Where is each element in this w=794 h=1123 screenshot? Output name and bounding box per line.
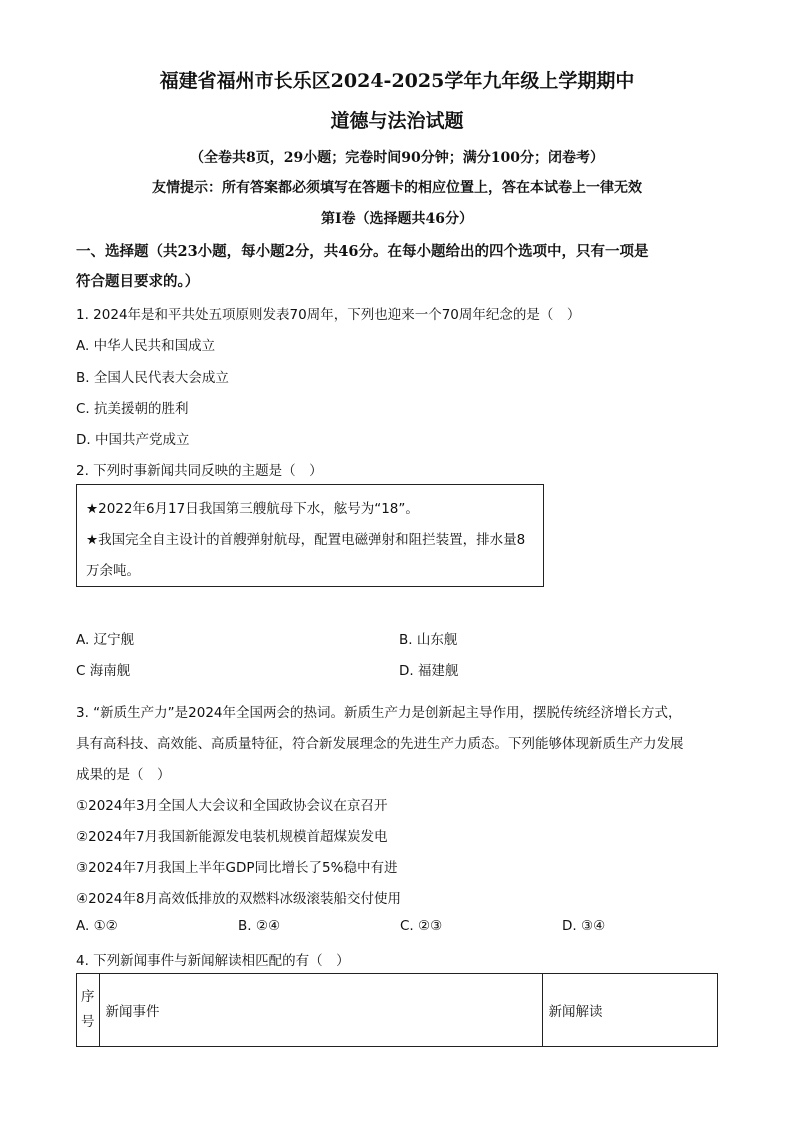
- q3-item-3: ③2024年7月我国上半年GDP同比增长了5%稳中有进: [76, 860, 398, 876]
- q3-option-b: B. ②④: [238, 918, 281, 934]
- volume-heading: 第Ⅰ卷（选择题共46分）: [320, 211, 474, 227]
- question-3-stem: 3. “新质生产力”是2024年全国两会的热词。新质生产力是创新起主导作用，摆脱传统经济增长方式，: [76, 705, 682, 721]
- news-item-1: ★2022年6月17日我国第三艘航母下水，舷号为“18”。: [86, 501, 419, 517]
- col-header-number: [77, 974, 100, 1047]
- q3-option-c: C. ②③: [400, 918, 443, 934]
- q2-option-a: A. 辽宁舰: [76, 632, 135, 648]
- news-table: [76, 973, 718, 1047]
- q3-item-1: ①2024年3月全国人大会议和全国政协会议在京召开: [76, 798, 388, 814]
- q3-item-2: ②2024年7月我国新能源发电装机规模首超煤炭发电: [76, 829, 388, 845]
- exam-title: 福建省福州市长乐区2024-2025学年九年级上学期期中: [159, 70, 635, 92]
- question-3-stem-2: 具有高科技、高效能、高质量特征，符合新发展理念的先进生产力质态。下列能够体现新质生产力发展: [76, 736, 684, 752]
- question-2-stem: 2. 下列时事新闻共同反映的主题是（ ）: [76, 463, 323, 479]
- section-heading-cont: 符合题目要求的。）: [76, 273, 200, 290]
- q1-option-d: D. 中国共产党成立: [76, 432, 190, 448]
- q1-option-c: C. 抗美援朝的胜利: [76, 401, 189, 417]
- news-item-2-cont: 万余吨。: [86, 563, 140, 579]
- table-header-row: [77, 974, 718, 1047]
- question-4-stem: 4. 下列新闻事件与新闻解读相匹配的有（ ）: [76, 953, 350, 969]
- q3-option-a: A. ①②: [76, 918, 118, 934]
- col-header-reading: 新闻解读: [542, 974, 718, 1047]
- section-heading: 一、选择题（共23小题，每小题2分，共46分。在每小题给出的四个选项中，只有一项是: [76, 243, 649, 260]
- q1-option-a: A. 中华人民共和国成立: [76, 338, 216, 354]
- col-header-number-1: 序: [81, 989, 95, 1005]
- question-1-stem: 1. 2024年是和平共处五项原则发表70周年，下列也迎来一个70周年纪念的是（ ）: [76, 307, 581, 323]
- exam-info: （全卷共8页，29小题；完卷时间90分钟；满分100分；闭卷考）: [190, 150, 604, 166]
- q2-option-c: C 海南舰: [76, 663, 131, 679]
- question-3-stem-3: 成果的是（ ）: [76, 767, 171, 783]
- news-box: [76, 484, 544, 587]
- news-item-2: ★我国完全自主设计的首艘弹射航母，配置电磁弹射和阻拦装置，排水量8: [86, 532, 526, 548]
- q1-option-b: B. 全国人民代表大会成立: [76, 370, 229, 386]
- col-header-event: 新闻事件: [99, 974, 542, 1047]
- col-header-number-2: 号: [81, 1014, 95, 1030]
- reminder: 友情提示：所有答案都必须填写在答题卡的相应位置上，答在本试卷上一律无效: [152, 180, 642, 196]
- q2-option-d: D. 福建舰: [399, 663, 459, 679]
- q3-item-4: ④2024年8月高效低排放的双燃料冰级滚装船交付使用: [76, 891, 402, 907]
- q3-option-d: D. ③④: [562, 918, 606, 934]
- q2-option-b: B. 山东舰: [399, 632, 458, 648]
- exam-subject: 道德与法治试题: [330, 110, 464, 132]
